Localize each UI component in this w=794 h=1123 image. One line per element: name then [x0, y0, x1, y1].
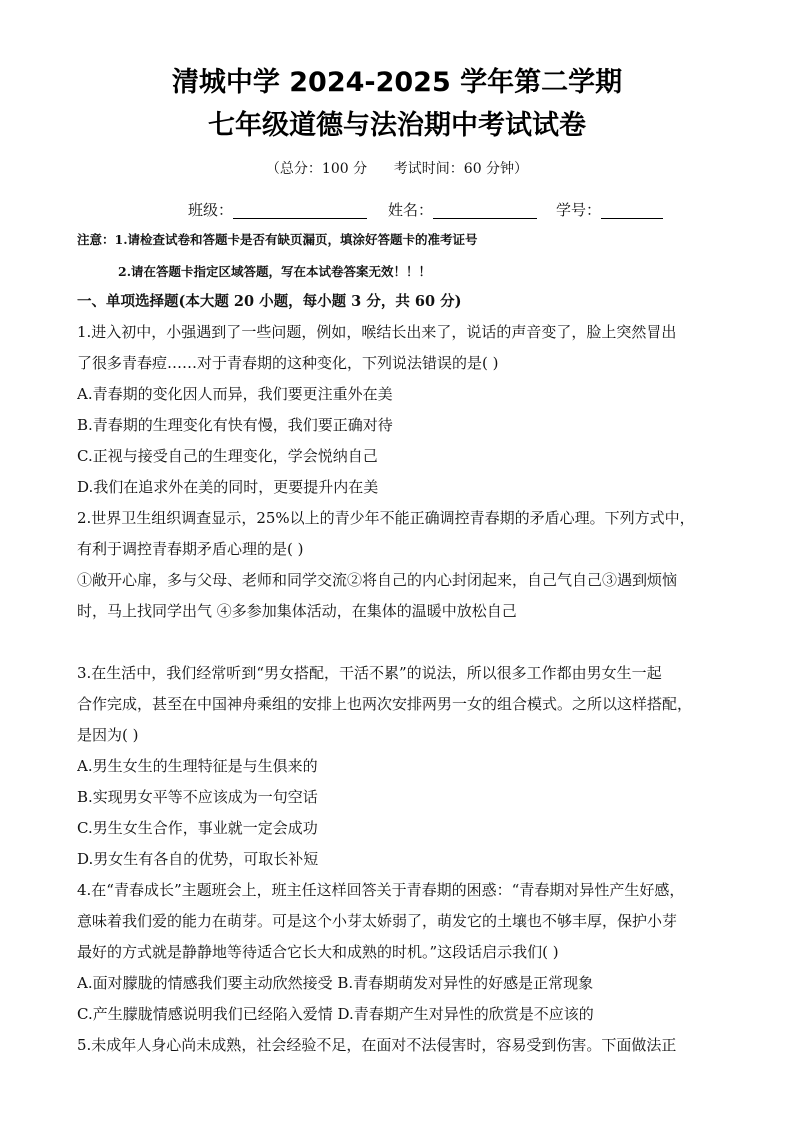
- question-1-option-b: B.青春期的生理变化有快有慢，我们要正确对待: [77, 416, 393, 434]
- exam-meta: （总分：100 分 考试时间：60 分钟）: [265, 161, 529, 177]
- question-4-options-cd: C.产生朦胧情感说明我们已经陷入爱情 D.青春期产生对异性的欣赏是不应该的: [77, 1005, 594, 1023]
- question-4-options-ab: A.面对朦胧的情感我们要主动欣然接受 B.青春期萌发对异性的好感是正常现象: [77, 974, 594, 992]
- question-2-line-2: 有利于调控青春期矛盾心理的是( ): [77, 540, 304, 558]
- exam-title-line1: 清城中学 2024-2025 学年第二学期: [171, 67, 623, 98]
- question-4-line-1: 4.在“青春成长”主题班会上，班主任这样回答关于青春期的困惑：“青春期对异性产生好感，: [77, 881, 685, 899]
- question-1-option-d: D.我们在追求外在美的同时，更要提升内在美: [77, 478, 379, 496]
- note-2: 2.请在答题卡指定区域答题，写在本试卷答案无效！！！: [118, 264, 432, 279]
- question-2-line-3: ①敞开心扉，多与父母、老师和同学交流②将自己的内心封闭起来，自己气自己③遇到烦恼: [77, 571, 678, 589]
- exam-title-line2: 七年级道德与法治期中考试试卷: [208, 110, 586, 141]
- id-blank[interactable]: [601, 202, 663, 219]
- id-label: 学号：: [556, 201, 602, 219]
- question-5-line-1: 5.未成年人身心尚未成熟，社会经验不足，在面对不法侵害时，容易受到伤害。下面做法正: [77, 1036, 677, 1054]
- question-2-line-1: 2.世界卫生组织调查显示，25%以上的青少年不能正确调控青春期的矛盾心理。下列方式中，: [77, 509, 695, 527]
- question-3-line-2: 合作完成，甚至在中国神舟乘组的安排上也两次安排两男一女的组合模式。之所以这样搭配，: [77, 695, 693, 713]
- question-1-option-c: C.正视与接受自己的生理变化，学会悦纳自己: [77, 447, 378, 465]
- class-blank[interactable]: [233, 202, 367, 219]
- question-3-option-b: B.实现男女平等不应该成为一句空话: [77, 788, 318, 806]
- class-label: 班级：: [188, 201, 234, 219]
- question-2-line-4: 时，马上找同学出气 ④多参加集体活动，在集体的温暖中放松自己: [77, 602, 517, 620]
- question-3-option-c: C.男生女生合作，事业就一定会成功: [77, 819, 318, 837]
- note-1: 注意：1.请检查试卷和答题卡是否有缺页漏页，填涂好答题卡的准考证号: [77, 232, 478, 247]
- question-1-option-a: A.青春期的变化因人而异，我们要更注重外在美: [77, 385, 393, 403]
- question-3-line-1: 3.在生活中，我们经常听到“男女搭配，干活不累”的说法，所以很多工作都由男女生一起: [77, 664, 662, 682]
- question-4-line-2: 意味着我们爱的能力在萌芽。可是这个小芽太娇弱了，萌发它的土壤也不够丰厚，保护小芽: [77, 912, 678, 930]
- name-field: [388, 199, 537, 220]
- id-field: [556, 199, 663, 220]
- question-3-option-d: D.男女生有各自的优势，可取长补短: [77, 850, 319, 868]
- section-title: 一、单项选择题(本大题 20 小题，每小题 3 分，共 60 分): [77, 293, 462, 310]
- question-4-line-3: 最好的方式就是静静地等待适合它长大和成熟的时机。”这段话启示我们( ): [77, 943, 559, 961]
- question-1-line-2: 了很多青春痘……对于青春期的这种变化，下列说法错误的是( ): [77, 354, 499, 372]
- name-label: 姓名：: [388, 201, 434, 219]
- name-blank[interactable]: [433, 202, 537, 219]
- question-1-line-1: 1.进入初中，小强遇到了一些问题，例如，喉结长出来了，说话的声音变了，脸上突然冒出: [77, 323, 677, 341]
- question-3-line-3: 是因为( ): [77, 726, 139, 744]
- question-3-option-a: A.男生女生的生理特征是与生俱来的: [77, 757, 318, 775]
- class-field: [188, 199, 367, 220]
